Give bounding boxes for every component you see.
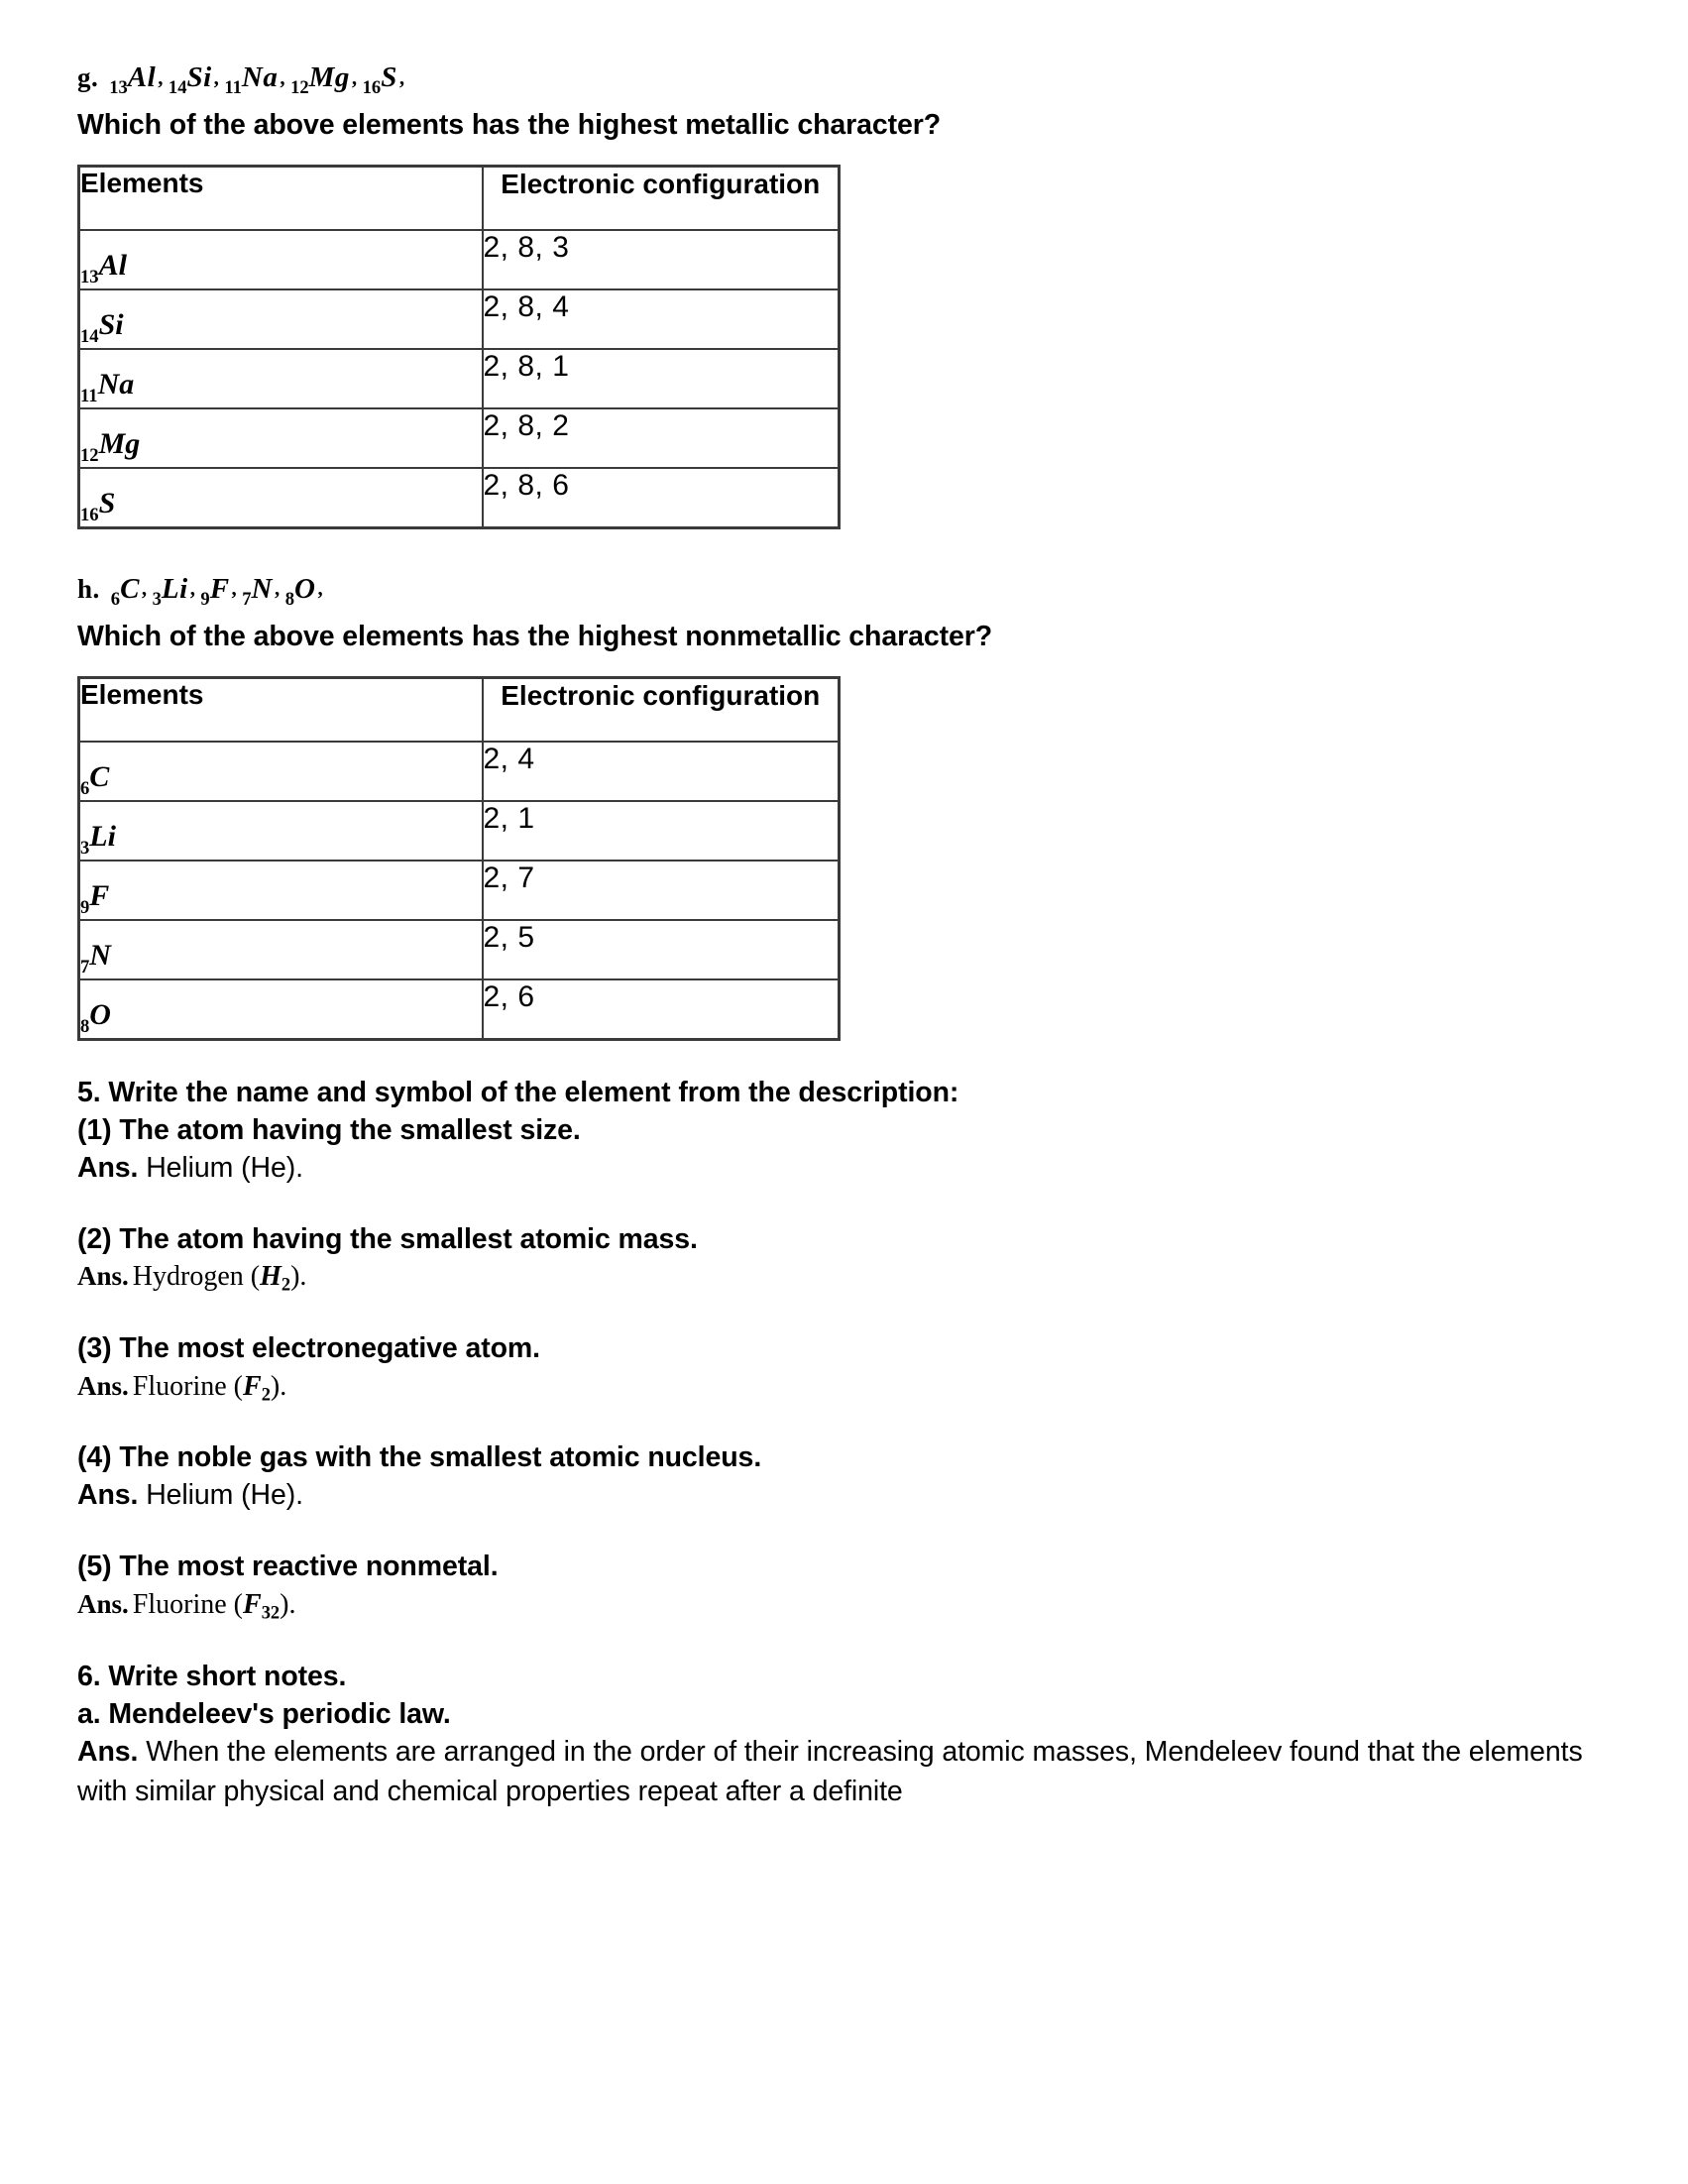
element-symbol-cell: $_6$C [79, 742, 483, 801]
element-notation: $_{12}$Mg [290, 61, 350, 99]
element-symbol-cell: $_{16}$S [79, 468, 483, 528]
element-notation: $_9$F [200, 572, 230, 610]
question5-item-3-answer [77, 1368, 1624, 1407]
table-row [79, 468, 840, 528]
ans-label: Ans. [77, 1261, 129, 1292]
section-h-question: Which of the above elements has the highest nonmetallic character? [77, 620, 993, 652]
question5-item-2-answer [77, 1258, 1624, 1297]
configuration-cell: 2, 8, 4 [483, 289, 840, 349]
element-notation: $_8$O [284, 572, 316, 610]
column-header-configuration: Electronic configuration [483, 166, 840, 230]
configuration-cell: 2, 4 [483, 742, 840, 801]
table-row [79, 801, 840, 861]
question5-item-3-prompt: (3) The most electronegative atom. [77, 1331, 540, 1364]
table-row [79, 742, 840, 801]
configuration-cell: 2, 7 [483, 861, 840, 920]
section-h-table [77, 676, 841, 1041]
element-symbol-cell: $_{12}$Mg [79, 408, 483, 468]
ans-label: Ans. [77, 1370, 129, 1401]
table-row [79, 230, 840, 289]
question6-heading: 6. Write short notes. [77, 1660, 347, 1692]
ans-value: Fluorine $(F_{32})$. [132, 1589, 296, 1623]
section-h-elements-line: h. $_6$C, $_3$Li, $_9$F, $_7$N, $_8$O, [77, 572, 324, 610]
element-symbol-cell: $_{13}$Al [79, 230, 483, 289]
question5-item-1-prompt: (1) The atom having the smallest size. [77, 1113, 581, 1146]
element-symbol-cell: $_9$F [79, 861, 483, 920]
section-g-question: Which of the above elements has the highest metallic character? [77, 109, 942, 142]
question5-item-5-answer [77, 1586, 1624, 1625]
table-row [79, 979, 840, 1040]
question6-answer [77, 1733, 1609, 1811]
configuration-cell: 2, 8, 6 [483, 468, 840, 528]
document-content [77, 61, 1624, 1811]
configuration-cell: 2, 5 [483, 920, 840, 979]
element-notation: $_6$C [110, 572, 140, 610]
ans-label: Ans. [77, 1479, 139, 1512]
ans-label: Ans. [77, 1589, 129, 1620]
ans-label: Ans. [77, 1151, 139, 1184]
configuration-cell: 2, 8, 3 [483, 230, 840, 289]
column-header-elements: Elements [79, 166, 483, 230]
ans-value: When the elements are arranged in the order of their increasing atomic masses, Mendeleev found that the elements with similar physical and chemical properties repeat after a definite [77, 1736, 1583, 1807]
column-header-configuration: Electronic configuration [483, 677, 840, 742]
section-g-elements-line: g. $_{13}$Al, $_{14}$Si, $_{11}$Na, $_{12}$Mg, $_{16}$S, [77, 61, 405, 99]
section-h-label: h. [77, 573, 100, 604]
element-symbol-cell: $_{14}$Si [79, 289, 483, 349]
element-symbol-cell: $_{11}$Na [79, 349, 483, 408]
table-row [79, 861, 840, 920]
question5-item-4-answer [77, 1477, 1624, 1515]
element-symbol-cell: $_3$Li [79, 801, 483, 861]
question5-item-4-prompt: (4) The noble gas with the smallest atomic nucleus. [77, 1441, 762, 1474]
table-row [79, 408, 840, 468]
element-notation: $_{14}$Si [168, 61, 212, 99]
section-g-label: g. [77, 62, 99, 92]
table-row [79, 920, 840, 979]
element-notation: $_7$N [242, 572, 273, 610]
question5-item-2-prompt: (2) The atom having the smallest atomic mass. [77, 1222, 698, 1255]
element-notation: $_{11}$Na [224, 61, 279, 99]
ans-value: Helium (He). [146, 1151, 303, 1184]
section-g-table [77, 165, 841, 529]
configuration-cell: 2, 6 [483, 979, 840, 1040]
element-notation: $_3$Li [152, 572, 188, 610]
element-symbol-cell: $_8$O [79, 979, 483, 1040]
table-header-row [79, 166, 840, 230]
element-notation: $_{13}$Al [109, 61, 157, 99]
configuration-cell: 2, 8, 1 [483, 349, 840, 408]
question6-subheading: a. Mendeleev's periodic law. [77, 1697, 451, 1730]
ans-value: Hydrogen $(H_2)$. [132, 1261, 307, 1295]
column-header-elements: Elements [79, 677, 483, 742]
table-row [79, 349, 840, 408]
ans-label: Ans. [77, 1736, 139, 1769]
element-symbol-cell: $_7$N [79, 920, 483, 979]
ans-value: Helium (He). [146, 1479, 303, 1512]
configuration-cell: 2, 8, 2 [483, 408, 840, 468]
element-notation: $_{16}$S [362, 61, 397, 99]
table-row [79, 289, 840, 349]
question5-heading: 5. Write the name and symbol of the element from the description: [77, 1076, 959, 1108]
table-header-row [79, 677, 840, 742]
configuration-cell: 2, 1 [483, 801, 840, 861]
question5-item-1-answer [77, 1150, 1624, 1188]
ans-value: Fluorine $(F_2)$. [132, 1370, 287, 1405]
question5-item-5-prompt: (5) The most reactive nonmetal. [77, 1551, 499, 1583]
